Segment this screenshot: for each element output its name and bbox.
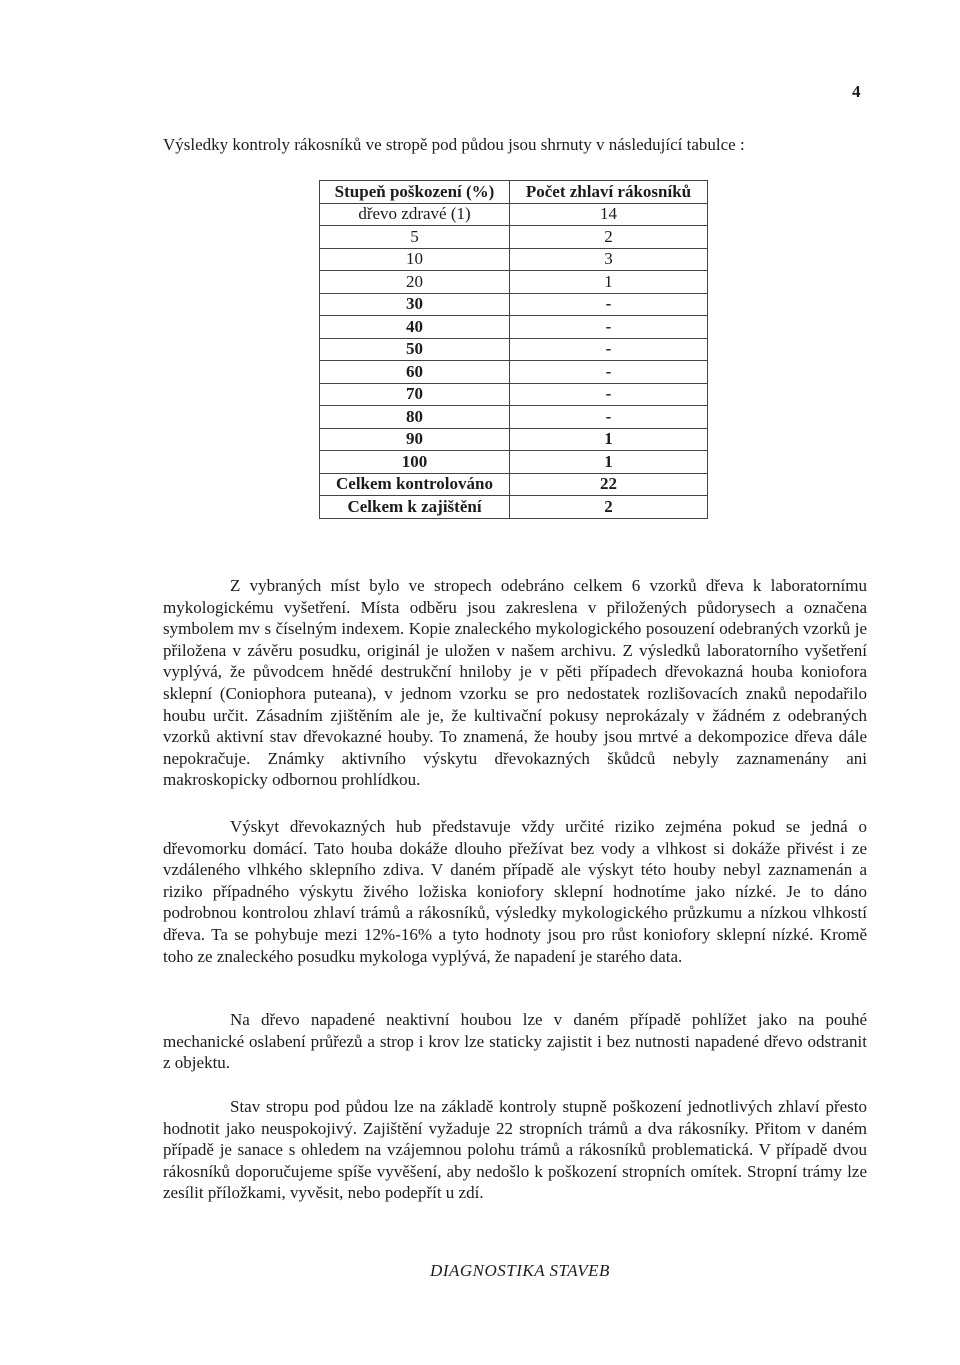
footer-company: DIAGNOSTIKA STAVEB: [430, 1261, 610, 1280]
table-row: [320, 406, 708, 429]
count-cell: 1: [510, 428, 708, 451]
table-row: [320, 248, 708, 271]
paragraph-ceiling-state: Stav stropu pod půdou lze na základě kontroly stupně poškození jednotlivých zhlaví přesto hodnotit jako neuspokojivý. Zajištění vyžaduje 22 stropních trámů a dva rákosníky. Přitom v daném případě je sanace s ohledem na vzájemnou polohu trámů a rákosníků problematická. V případě dvou rákosníků doporučujeme spíše vyvěšení, aby nedošlo k poškození stropních omítek. Stropní trámy lze zesílit příložkami, vyvěsit, nebo podepřít u zdí.: [163, 1097, 867, 1203]
table-total-row: [320, 496, 708, 519]
count-cell: -: [510, 293, 708, 316]
damage-degree-cell: 50: [320, 338, 510, 361]
damage-degree-cell: 80: [320, 406, 510, 429]
count-cell: 1: [510, 451, 708, 474]
damage-degree-cell: 40: [320, 316, 510, 339]
count-cell: 3: [510, 248, 708, 271]
count-cell: -: [510, 406, 708, 429]
damage-table: [319, 180, 708, 519]
damage-degree-cell: 90: [320, 428, 510, 451]
table-row: [320, 338, 708, 361]
total-checked-value: 22: [510, 473, 708, 496]
table-row: [320, 428, 708, 451]
count-cell: 1: [510, 271, 708, 294]
table-row: [320, 226, 708, 249]
count-cell: -: [510, 361, 708, 384]
table-row: [320, 383, 708, 406]
header-damage-degree: Stupeň poškození (%): [320, 181, 510, 204]
table-row: [320, 361, 708, 384]
count-cell: 2: [510, 226, 708, 249]
count-cell: -: [510, 383, 708, 406]
table-row: [320, 271, 708, 294]
count-cell: -: [510, 316, 708, 339]
table-row: [320, 316, 708, 339]
paragraph-inactive-fungus: Na dřevo napadené neaktivní houbou lze v daném případě pohlížet jako na pouhé mechanické oslabení průřezů a strop i krov lze staticky zajistit i bez nutnosti napadené dřevo odstranit z objektu.: [163, 1010, 867, 1073]
intro-text: Výsledky kontroly rákosníků ve stropě pod půdou jsou shrnuty v následující tabulce :: [163, 135, 745, 154]
paragraph-lab-samples: Z vybraných míst bylo ve stropech odebráno celkem 6 vzorků dřeva k laboratornímu mykologickému vyšetření. Místa odběru jsou zakreslena v přiložených půdorysech a označena symbolem mv s číselným indexem. Kopie znaleckého mykologického posouzení odebraných vzorků je přiložena v závěru posudku, originál je uložen v našem archivu. Z výsledků laboratorního vyšetření vyplývá, že původcem hnědé destrukční hniloby je v pěti případech dřevokazná houba koniofora sklepní (Coniophora puteana), v jednom vzorku se pro nedostatek rozlišovacích znaků nepodařilo houbu určit. Zásadním zjištěním ale je, že kultivační pokusy neprokázaly v žádném z odebraných vzorků aktivní stav dřevokazné houby. To znamená, že houby jsou mrtvé a dekompozice dřeva dále nepokračuje. Známky aktivního výskytu dřevokazných škůdců nebyly zaznamenány ani makroskopicky odbornou prohlídkou.: [163, 576, 867, 790]
total-to-secure-label: Celkem k zajištění: [320, 496, 510, 519]
table-row: [320, 451, 708, 474]
header-joist-count: Počet zhlaví rákosníků: [510, 181, 708, 204]
damage-degree-cell: 20: [320, 271, 510, 294]
table-row: [320, 203, 708, 226]
total-to-secure-value: 2: [510, 496, 708, 519]
damage-degree-cell: dřevo zdravé (1): [320, 203, 510, 226]
damage-degree-cell: 60: [320, 361, 510, 384]
damage-degree-cell: 5: [320, 226, 510, 249]
page-number: 4: [852, 82, 861, 101]
count-cell: -: [510, 338, 708, 361]
damage-degree-cell: 30: [320, 293, 510, 316]
table-header-row: [320, 181, 708, 204]
damage-degree-cell: 70: [320, 383, 510, 406]
damage-degree-cell: 100: [320, 451, 510, 474]
paragraph-fungi-risk: Výskyt dřevokazných hub představuje vždy určité riziko zejména pokud se jedná o dřevomorku domácí. Tato houba dokáže dlouho přežívat bez vody a vlhkost si dokáže přivést i ze vzdáleného vlhkého sklepního zdiva. V daném případě ale výskyt této houby nebyl zaznamenán a riziko případného výskytu živého ložiska koniofory sklepní hodnotíme jako nízké. Je to dáno podrobnou kontrolou zhlaví trámů a rákosníků, výsledky mykologického průzkumu a nízkou vlhkostí dřeva. Ta se pohybuje mezi 12%-16% a tyto hodnoty jsou pro růst koniofory sklepní nízké. Kromě toho ze znaleckého posudku mykologa vyplývá, že napadení je starého data.: [163, 817, 867, 966]
damage-degree-cell: 10: [320, 248, 510, 271]
table-row: [320, 293, 708, 316]
count-cell: 14: [510, 203, 708, 226]
total-checked-label: Celkem kontrolováno: [320, 473, 510, 496]
table-total-row: [320, 473, 708, 496]
